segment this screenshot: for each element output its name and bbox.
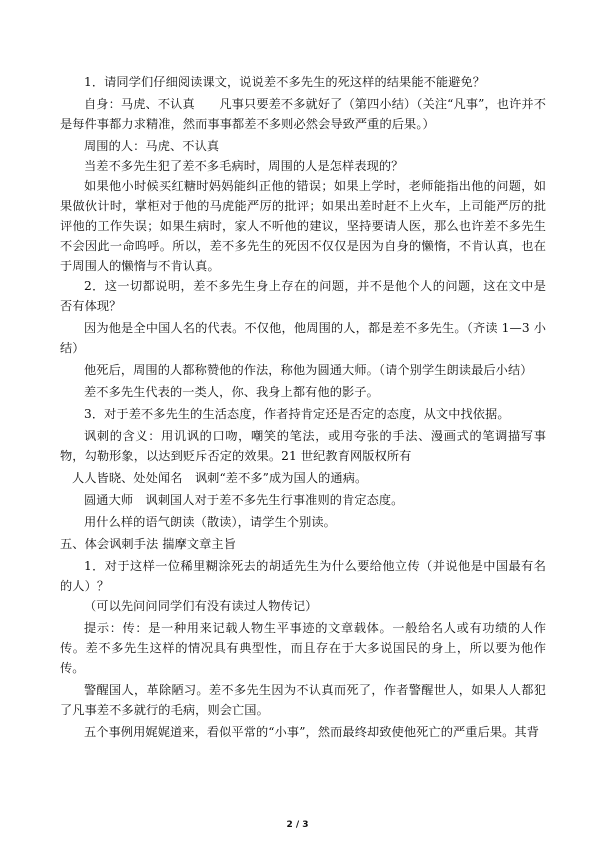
question-2-paragraph: 2．这一切都说明，差不多先生身上存在的问题，并不是他个人的问题，这在文中是否有体现？ — [60, 279, 546, 313]
representative-paragraph: 因为他是全中国人名的代表。不仅他，他周围的人，都是差不多先生。（齐读 1—3 小结） — [60, 321, 546, 355]
page-number: 2 / 3 — [286, 820, 309, 830]
examples-paragraph: 如果他小时候买红糖时妈妈能纠正他的错误；如果上学时，老师能指出他的问题，如果做伙计时，掌柜对于他的马虎能严厉的批评；如果出差时赶不上火车，上司能严厉的批评他的工作失误；如果生病时，家人不听他的建议，坚持要请人医，那么也许差不多先生不会因此一命呜呼。所以，差不多先生的死因不仅仅是因为自身的懒惰，不肯认真，也在于周围人的懒惰与不肯认真。 — [60, 179, 546, 273]
biography-prompt-paragraph: （可以先问问同学们有没有读过人物传记） — [84, 599, 318, 613]
document-body — [60, 72, 546, 742]
warning-paragraph: 警醒国人，革除陋习。差不多先生因为不认真而死了，作者警醒世人，如果人人都犯了凡事差不多就行的毛病，则会亡国。 — [60, 683, 546, 717]
hint-paragraph: 提示：传：是一种用来记载人物生平事迹的文章载体。一般给名人或有功绩的人作传。差不多先生这样的情况具有典型性，而且存在于大多说国民的身上，所以要为他作传。 — [60, 621, 546, 675]
question-3-paragraph: 3．对于差不多先生的生活态度，作者持肯定还是否定的态度，从文中找依据。 — [84, 407, 510, 421]
satire-definition-paragraph: 讽刺的含义：用讥讽的口吻，嘲笑的笔法，或用夸张的手法、漫画式的笔调描写事物，勾勒形象，以达到贬斥否定的效果。21 世纪教育网版权所有 — [60, 429, 546, 463]
question-1-paragraph: 1．请同学们仔细阅读课文，说说差不多先生的死这样的结果能不能避免？ — [84, 75, 486, 89]
satire-example-1-paragraph: 人人皆晓、处处闻名 讽刺“差不多”成为国人的通病。 — [72, 471, 368, 485]
section-5-heading: 五、体会讽刺手法 揣摩文章主旨 — [60, 537, 236, 551]
reading-tone-paragraph: 用什么样的语气朗读（散读），请学生个别读。 — [84, 515, 336, 529]
surrounding-people-paragraph: 周围的人：马虎、不认真 — [84, 139, 220, 153]
five-examples-paragraph: 五个事例用娓娓道来，看似平常的“小事”，然而最终却致使他死亡的严重后果。其背 — [84, 725, 540, 739]
satire-example-2-paragraph: 圆通大师 讽刺国人对于差不多先生行事准则的肯定态度。 — [84, 493, 404, 507]
after-death-paragraph: 他死后，周围的人都称赞他的作法，称他为圆通大师。（请个别学生朗读最后小结） — [84, 363, 533, 377]
shadow-paragraph: 差不多先生代表的一类人，你、我身上都有他的影子。 — [84, 385, 379, 399]
section-5-question-1-paragraph: 1．对于这样一位稀里糊涂死去的胡适先生为什么要给他立传（并说他是中国最有名的人）？ — [60, 559, 546, 593]
self-cause-paragraph: 自身：马虎、不认真 凡事只要差不多就好了（第四小结）（关注“凡事”，也许并不是每件事都力求精准，然而事事都差不多则必然会导致严重的后果。） — [60, 97, 546, 131]
surrounding-question-paragraph: 当差不多先生犯了差不多毛病时，周围的人是怎样表现的？ — [84, 159, 404, 173]
